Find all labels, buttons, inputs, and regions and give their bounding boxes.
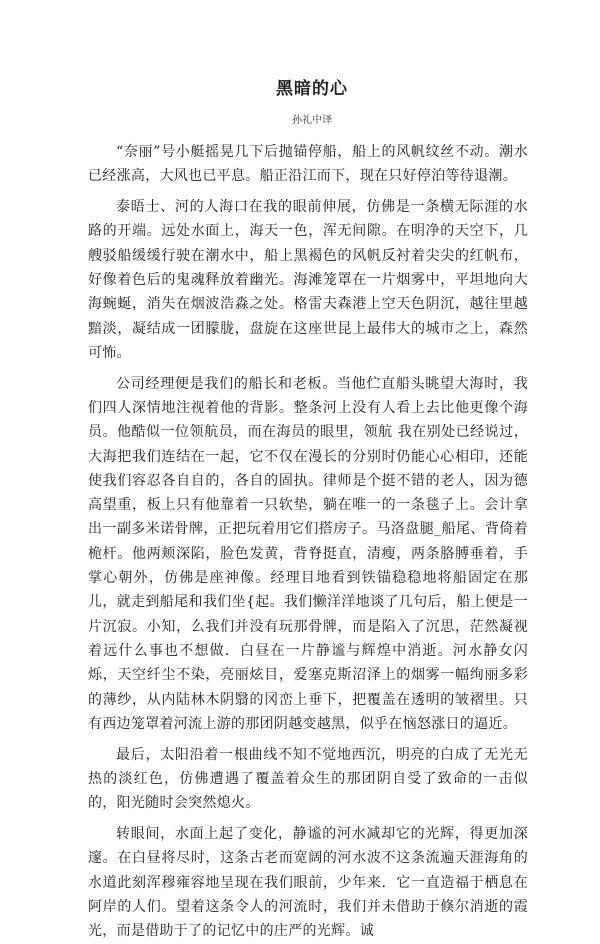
document-title: 黑暗的心 [276, 79, 348, 99]
document-body [88, 140, 528, 944]
paragraph-3: 公司经理便是我们的船长和老板。当他伫直船头眺望大海时，我们四人深情地注视着他的背影。整条河上没有人看上去比他更像个海员。他酷似一位领航员，而在海员的眼里，领航 我在别处已经说过，大海把我们连结在一起，它不仅在漫长的分别时仍能心心相印，还能使我们容忍各自自的，各自的固执。律师是个挺不错的老人，因为德高望重，板上只有他靠着一只软垫，躺在唯一的一条毯子上。会计拿出一副多米诺骨牌，正把玩着用它们搭房子。马洛盘腿_船尾、背倚着桅杆。他两颊深陷，脸色发黄，背脊挺直，清瘦，两条胳膊垂着，手掌心朝外，仿佛是座神像。经理目地看到铁锚稳稳地将船固定在那儿，就走到船尾和我们坐{起。我们懒洋洋地谈了几句后，船上便是一片沉寂。小知，么我们并没有玩那骨牌，而是陷入了沉思，茫然凝视着远什么事也不想做．白昼在一片静谧与辉煌中消逝。河水静女闪烁，天空纤尘不染，亮丽炫目，爱塞克斯沼泽上的烟雾一幅绚丽多彩的薄纱，从内陆林木阴翳的冈峦上垂下，把覆盖在透明的皱褶里。只有西边笼罩着河流上游的那团阴越变越黑，似乎在恼怒涨日的逼近。 [88, 375, 528, 732]
paragraph-1: “奈丽”号小艇摇晃几下后抛锚停船，船上的风帆纹丝不动。潮水已经涨高，大风也已平息。船正沿江而下，现在只好停泊等待退潮。 [88, 144, 528, 185]
translator-credit: 孙礼中译 [292, 115, 332, 126]
paragraph-5: 转眼间，水面上起了变化，静谧的河水减却它的光辉，得更加深邃。在白昼将尽时，这条古老而宽阔的河水波不这条流遍天涯海角的水道此刻浑穆雍容地呈现在我们眼前，少年来．它一直造福于栖息在阿岸的人们。望着这条令人的河流时，我们并未借助于倏尔消逝的霞光，而是借助于了的记忆中的庄严的光辉。诚 [88, 826, 528, 940]
paragraph-4: 最后，太阳沿着一根曲线不知不觉地西沉，明亮的白成了无光无热的淡红色，仿佛遭遇了覆盖着众生的那团阴自受了致命的一击似的，阳光随时会突然熄火。 [88, 746, 528, 812]
paragraph-2: 泰晤士、河的人海口在我的眼前伸展，仿佛是一条横无际涯的水路的开端。远处水面上，海天一色，浑无间隙。在明净的天空下，几艘驳船缓缓行驶在潮水中，船上黑褐色的风帆反衬着尖尖的红帆布，好像着色后的鬼魂释放着幽光。海滩笼罩在一片烟雾中，平坦地向大海蜿蜒，消失在烟波浩淼之处。格雷夫森港上空天色阴沉，越往里越黯淡，凝结成一团朦胧，盘旋在这座世昆上最伟大的城市之上，森然可怖。 [88, 199, 528, 361]
